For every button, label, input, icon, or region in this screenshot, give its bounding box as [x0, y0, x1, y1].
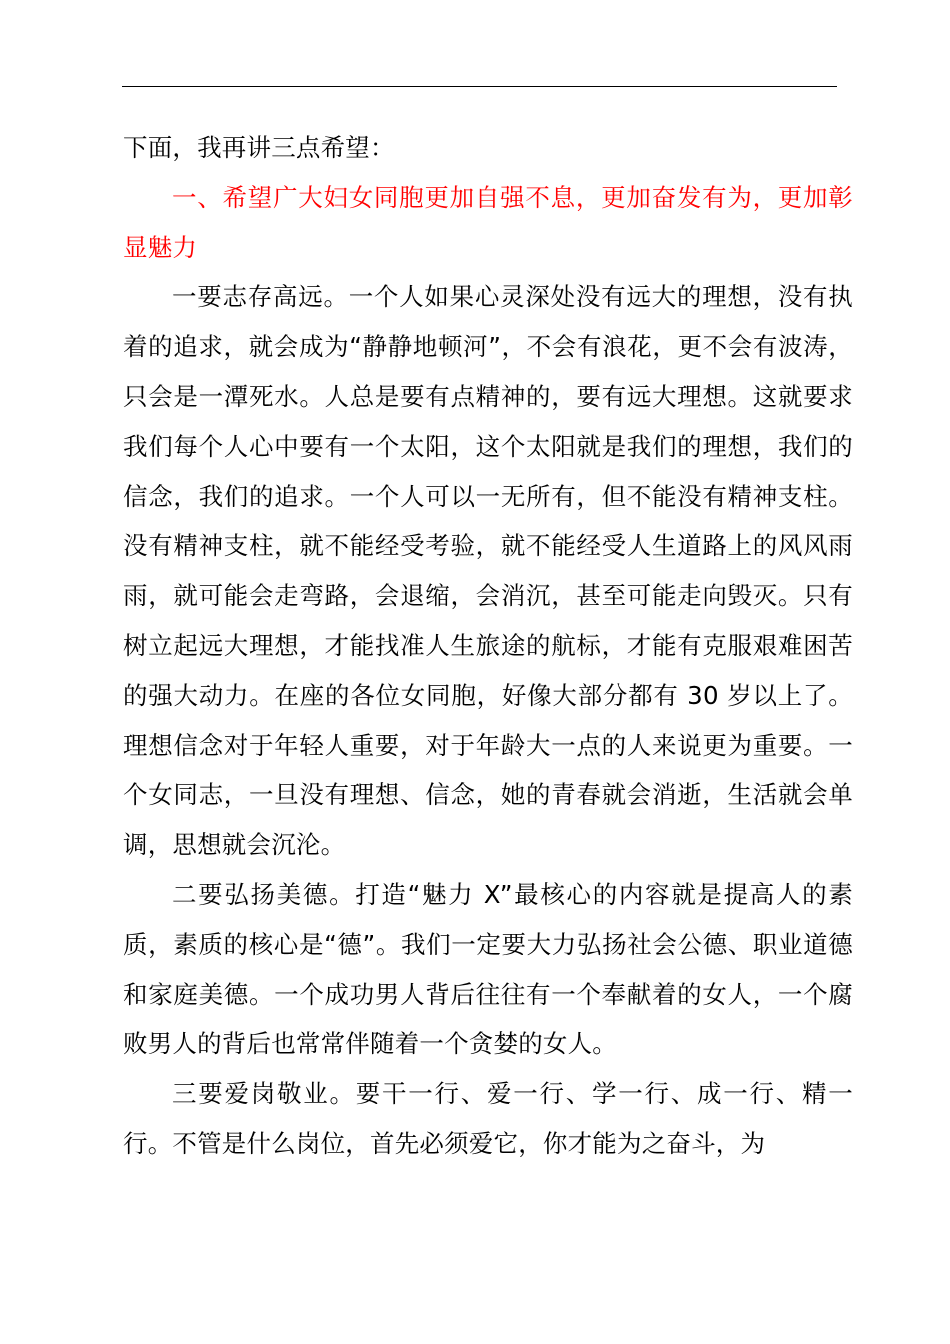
- intro-paragraph: 下面，我再讲三点希望：: [123, 133, 395, 162]
- paragraph-1: 一要志存高远。一个人如果心灵深处没有远大的理想，没有执着的追求，就会成为“静静地顿河”，不会有浪花，更不会有波涛，只会是一潭死水。人总是要有点精神的，要有远大理想。这就要求我们每个人心中要有一个太阳，这个太阳就是我们的理想，我们的信念，我们的追求。一个人可以一无所有，但不能没有精神支柱。没有精神支柱，就不能经受考验，就不能经受人生道路上的风风雨雨，就可能会走弯路，会退缩，会消沉，甚至可能走向毁灭。只有树立起远大理想，才能找准人生旅途的航标，才能有克服艰难困苦的强大动力。在座的各位女同胞，好像大部分都有 30 岁以上了。理想信念对于年轻人重要，对于年龄大一点的人来说更为重要。一个女同志，一旦没有理想、信念，她的青春就会消逝，生活就会单调，思想就会沉沦。: [123, 282, 853, 860]
- document-body: [123, 123, 853, 1169]
- section-heading-1: 一、希望广大妇女同胞更加自强不息，更加奋发有为，更加彰显魅力: [123, 182, 853, 262]
- paragraph-3: 三要爱岗敬业。要干一行、爱一行、学一行、成一行、精一行。不管是什么岗位，首先必须爱它，你才能为之奋斗，为: [123, 1079, 853, 1158]
- paragraph-2: 二要弘扬美德。打造“魅力 X”最核心的内容就是提高人的素质，素质的核心是“德”。我们一定要大力弘扬社会公德、职业道德和家庭美德。一个成功男人背后往往有一个奉献着的女人，一个腐败男人的背后也常常伴随着一个贪婪的女人。: [123, 879, 853, 1059]
- header-rule: [122, 86, 837, 87]
